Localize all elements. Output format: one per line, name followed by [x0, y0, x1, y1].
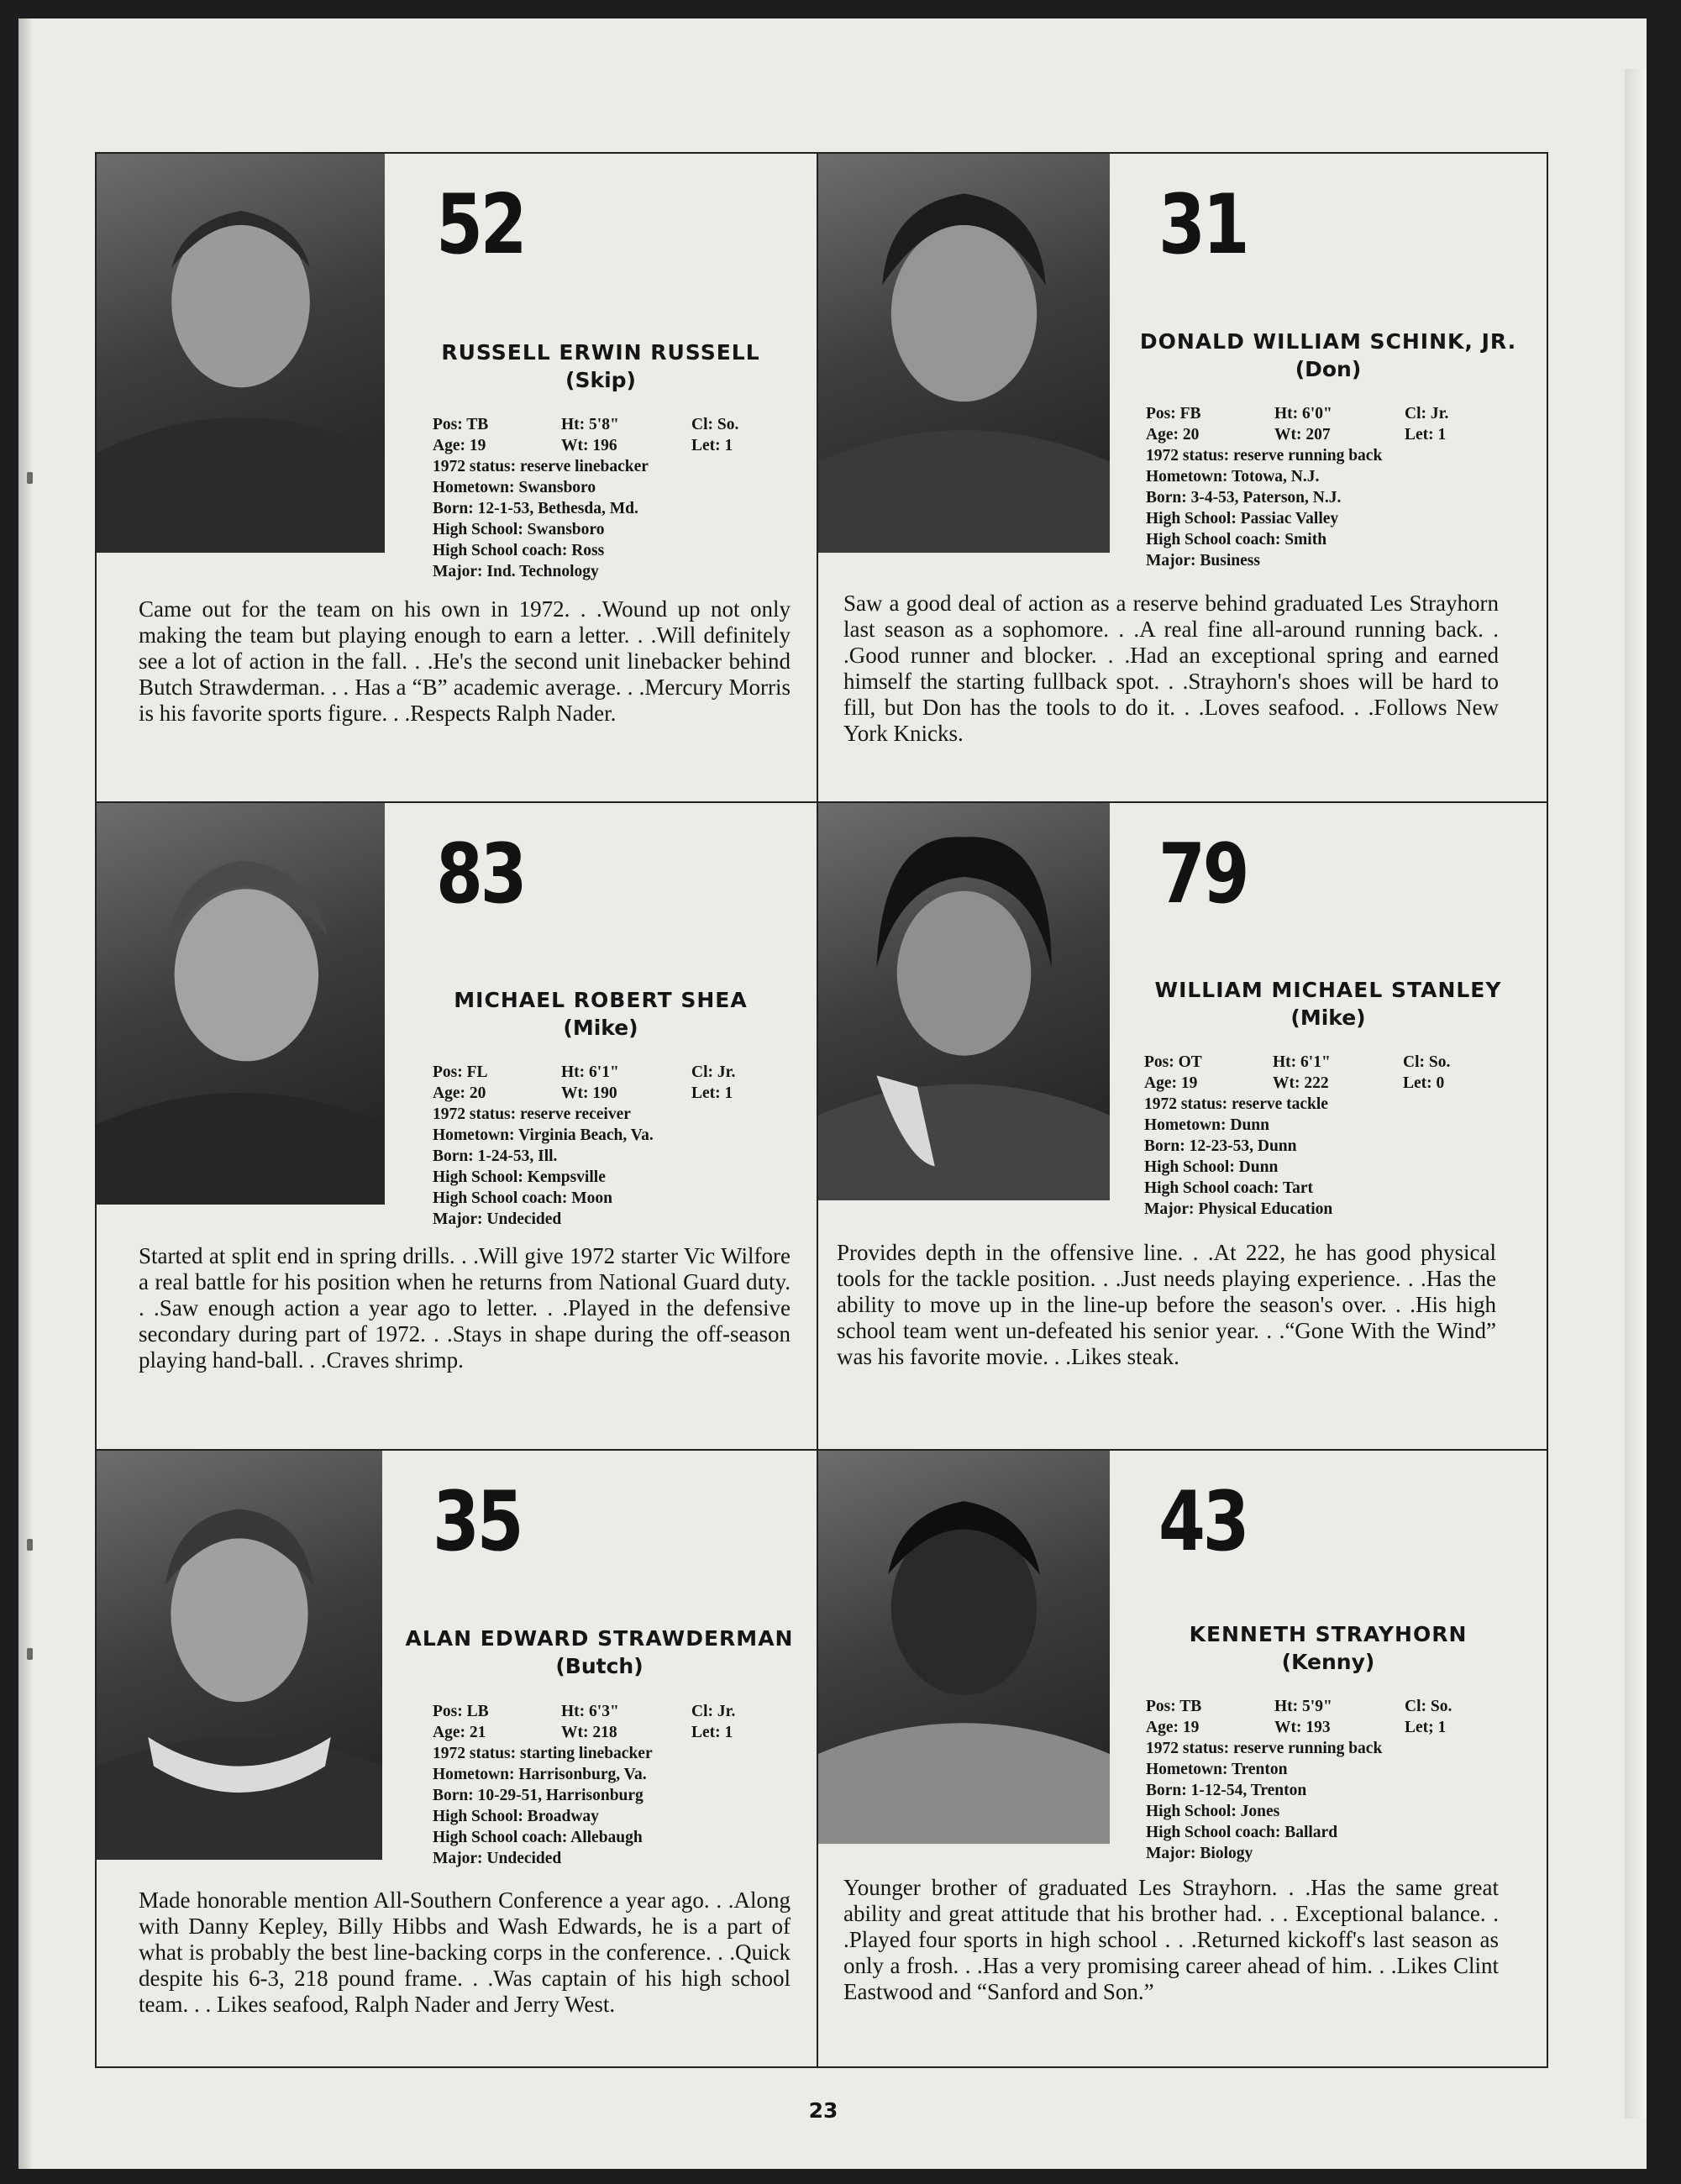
stat-coach: High School coach: Allebaugh	[433, 1829, 643, 1846]
portrait-silhouette	[818, 1451, 1110, 1844]
player-nickname: (Kenny)	[1281, 1650, 1375, 1674]
jersey-number: 79	[1158, 827, 1248, 922]
stat-born: Born: 1-24-53, Ill.	[433, 1147, 558, 1165]
stat-coach: High School coach: Ross	[433, 542, 605, 559]
stat-letters: Let: 1	[691, 437, 733, 454]
player-stats	[1146, 403, 1449, 571]
stat-weight: Wt: 196	[561, 437, 617, 454]
player-photo	[818, 803, 1110, 1200]
stat-born: Born: 10-29-51, Harrisonburg	[433, 1787, 644, 1804]
stat-hometown: Hometown: Swansboro	[433, 479, 596, 496]
player-name: RUSSELL ERWIN RUSSELL	[441, 340, 760, 365]
stat-born: Born: 12-23-53, Dunn	[1144, 1137, 1297, 1155]
portrait-silhouette	[97, 154, 385, 553]
stat-status: 1972 status: reserve receiver	[433, 1105, 631, 1123]
player-nickname: (Mike)	[563, 1016, 638, 1040]
stat-class: Cl: So.	[1403, 1053, 1451, 1071]
stat-class: Cl: Jr.	[691, 1063, 736, 1081]
stat-high-school: High School: Passiac Valley	[1146, 510, 1339, 528]
staple-mark	[27, 1539, 33, 1551]
player-card	[818, 1451, 1547, 2066]
stat-born: Born: 1-12-54, Trenton	[1146, 1782, 1307, 1799]
binding-spine	[18, 18, 32, 2169]
stat-high-school: High School: Jones	[1146, 1803, 1280, 1820]
player-card	[97, 1451, 817, 2066]
stat-hometown: Hometown: Totowa, N.J.	[1146, 468, 1320, 486]
jersey-number: 35	[433, 1474, 522, 1570]
stat-hometown: Hometown: Virginia Beach, Va.	[433, 1126, 654, 1144]
stat-letters: Let: 1	[691, 1724, 733, 1741]
jersey-number: 43	[1158, 1474, 1248, 1570]
stat-high-school: High School: Kempsville	[433, 1168, 606, 1186]
stat-high-school: High School: Swansboro	[433, 521, 605, 538]
stat-height: Ht: 6'0"	[1274, 405, 1332, 423]
stat-height: Ht: 6'1"	[1273, 1053, 1331, 1071]
player-photo	[97, 1451, 382, 1860]
stat-status: 1972 status: starting linebacker	[433, 1745, 653, 1762]
stat-pos: Pos: TB	[1146, 1698, 1202, 1715]
player-stats	[1144, 1052, 1451, 1220]
player-bio: Younger brother of graduated Les Strayhorn. . .Has the same great ability and great attitude that his brother had. . . Exceptional balance. . .Played four sports in high school . . .Returned kickoff's last season as only a frosh. . .Has a very promising career ahead of him. . .Likes Clint Eastwood and “Sanford and Son.”	[843, 1875, 1499, 2004]
stat-status: 1972 status: reserve linebacker	[433, 458, 649, 475]
stat-pos: Pos: FB	[1146, 405, 1201, 423]
stat-weight: Wt: 218	[561, 1724, 617, 1741]
stat-born: Born: 3-4-53, Paterson, N.J.	[1146, 489, 1342, 507]
roster-grid	[95, 152, 1548, 2068]
stat-coach: High School coach: Smith	[1146, 531, 1327, 549]
player-name: MICHAEL ROBERT SHEA	[454, 988, 748, 1012]
stat-born: Born: 12-1-53, Bethesda, Md.	[433, 500, 638, 517]
player-nickname: (Mike)	[1290, 1005, 1366, 1030]
portrait-silhouette	[97, 1451, 382, 1860]
stat-weight: Wt: 207	[1274, 426, 1331, 444]
stat-pos: Pos: FL	[433, 1063, 488, 1081]
player-stats	[433, 1701, 736, 1869]
stat-coach: High School coach: Ballard	[1146, 1824, 1338, 1841]
stat-major: Major: Ind. Technology	[433, 563, 599, 580]
stat-height: Ht: 6'1"	[561, 1063, 619, 1081]
stat-status: 1972 status: reserve running back	[1146, 447, 1383, 465]
player-name: ALAN EDWARD STRAWDERMAN	[405, 1626, 794, 1651]
player-name: KENNETH STRAYHORN	[1189, 1622, 1468, 1646]
player-bio: Made honorable mention All-Southern Conference a year ago. . .Along with Danny Kepley, Billy Hibbs and Wash Edwards, he is a part of what is probably the best line-backing corps in the conference. . .Quick despite his 6-3, 218 pound frame. . .Was captain of his high school team. . . Likes seafood, Ralph Nader and Jerry West.	[139, 1887, 791, 2017]
player-name: WILLIAM MICHAEL STANLEY	[1154, 978, 1502, 1002]
stat-letters: Let; 1	[1405, 1719, 1447, 1736]
jersey-number: 52	[436, 177, 525, 273]
stat-major: Major: Undecided	[433, 1210, 562, 1228]
stat-class: Cl: Jr.	[691, 1703, 736, 1720]
portrait-silhouette	[818, 154, 1110, 553]
stat-status: 1972 status: reserve running back	[1146, 1740, 1383, 1757]
player-nickname: (Skip)	[565, 368, 636, 392]
player-card	[818, 154, 1547, 801]
stat-high-school: High School: Dunn	[1144, 1158, 1279, 1176]
page-number: 23	[808, 2098, 838, 2123]
player-bio: Came out for the team on his own in 1972. . .Wound up not only making the team but playing enough to earn a letter. . .Will definitely see a lot of action in the fall. . .He's the second unit linebacker behind Butch Strawderman. . . Has a “B” academic average. . .Mercury Morris is his favorite sports figure. . .Respects Ralph Nader.	[139, 596, 791, 726]
player-bio: Saw a good deal of action as a reserve behind graduated Les Strayhorn last season as a sophomore. . .A real fine all-around running back. . .Good runner and blocker. . .Had an exceptional spring and earned himself the starting fullback spot. . .Strayhorn's shoes will be hard to fill, but Don has the tools to do it. . .Loves seafood. . .Follows New York Knicks.	[843, 591, 1499, 746]
player-card	[818, 803, 1547, 1449]
stat-major: Major: Biology	[1146, 1845, 1253, 1862]
stat-hometown: Hometown: Trenton	[1146, 1761, 1288, 1778]
stat-status: 1972 status: reserve tackle	[1144, 1095, 1328, 1113]
jersey-number: 31	[1158, 177, 1248, 273]
stat-height: Ht: 5'9"	[1274, 1698, 1332, 1715]
stat-age: Age: 20	[433, 1084, 486, 1102]
page-edge	[1625, 69, 1647, 2118]
stat-coach: High School coach: Tart	[1144, 1179, 1313, 1197]
staple-mark	[27, 1648, 33, 1660]
stat-weight: Wt: 190	[561, 1084, 617, 1102]
player-photo	[818, 1451, 1110, 1844]
stat-hometown: Hometown: Dunn	[1144, 1116, 1269, 1134]
portrait-silhouette	[97, 803, 385, 1205]
stat-pos: Pos: TB	[433, 416, 489, 433]
player-stats	[1146, 1696, 1452, 1864]
player-nickname: (Don)	[1295, 357, 1362, 381]
stat-hometown: Hometown: Harrisonburg, Va.	[433, 1766, 647, 1783]
stat-letters: Let: 1	[691, 1084, 733, 1102]
stat-age: Age: 20	[1146, 426, 1200, 444]
player-name: DONALD WILLIAM SCHINK, JR.	[1139, 329, 1517, 354]
stat-pos: Pos: LB	[433, 1703, 489, 1720]
stat-letters: Let: 1	[1405, 426, 1447, 444]
stat-age: Age: 19	[433, 437, 486, 454]
stat-height: Ht: 6'3"	[561, 1703, 619, 1720]
player-card	[97, 154, 817, 801]
stat-high-school: High School: Broadway	[433, 1808, 599, 1825]
player-stats	[433, 1062, 736, 1230]
player-photo	[97, 803, 385, 1205]
stat-age: Age: 19	[1144, 1074, 1198, 1092]
player-card	[97, 803, 817, 1449]
stat-major: Major: Business	[1146, 552, 1260, 570]
portrait-silhouette	[818, 803, 1110, 1200]
player-bio: Provides depth in the offensive line. . .At 222, he has good physical tools for the tackle position. . .Just needs playing experience. . .Has the ability to move up in the line-up before the season's over. . .His high school team went un-defeated his senior year. . .“Gone With the Wind” was his favorite movie. . .Likes steak.	[837, 1240, 1496, 1369]
player-photo	[97, 154, 385, 553]
stat-class: Cl: So.	[691, 416, 739, 433]
player-bio: Started at split end in spring drills. . .Will give 1972 starter Vic Wilfore a real battle for his position when he returns from National Guard duty. . .Saw enough action a year ago to letter. . .Played in the defensive secondary during part of 1972. . .Stays in shape during the off-season playing hand-ball. . .Craves shrimp.	[139, 1243, 791, 1373]
stat-letters: Let: 0	[1403, 1074, 1445, 1092]
stat-weight: Wt: 193	[1274, 1719, 1331, 1736]
stat-coach: High School coach: Moon	[433, 1189, 612, 1207]
stat-weight: Wt: 222	[1273, 1074, 1329, 1092]
stat-age: Age: 21	[433, 1724, 486, 1741]
stat-height: Ht: 5'8"	[561, 416, 619, 433]
player-stats	[433, 414, 739, 582]
stat-age: Age: 19	[1146, 1719, 1200, 1736]
stat-major: Major: Undecided	[433, 1850, 562, 1867]
stat-pos: Pos: OT	[1144, 1053, 1202, 1071]
stat-class: Cl: Jr.	[1405, 405, 1449, 423]
player-nickname: (Butch)	[555, 1654, 644, 1678]
player-photo	[818, 154, 1110, 553]
stat-major: Major: Physical Education	[1144, 1200, 1333, 1218]
jersey-number: 83	[436, 827, 525, 922]
staple-mark	[27, 472, 33, 484]
stat-class: Cl: So.	[1405, 1698, 1452, 1715]
